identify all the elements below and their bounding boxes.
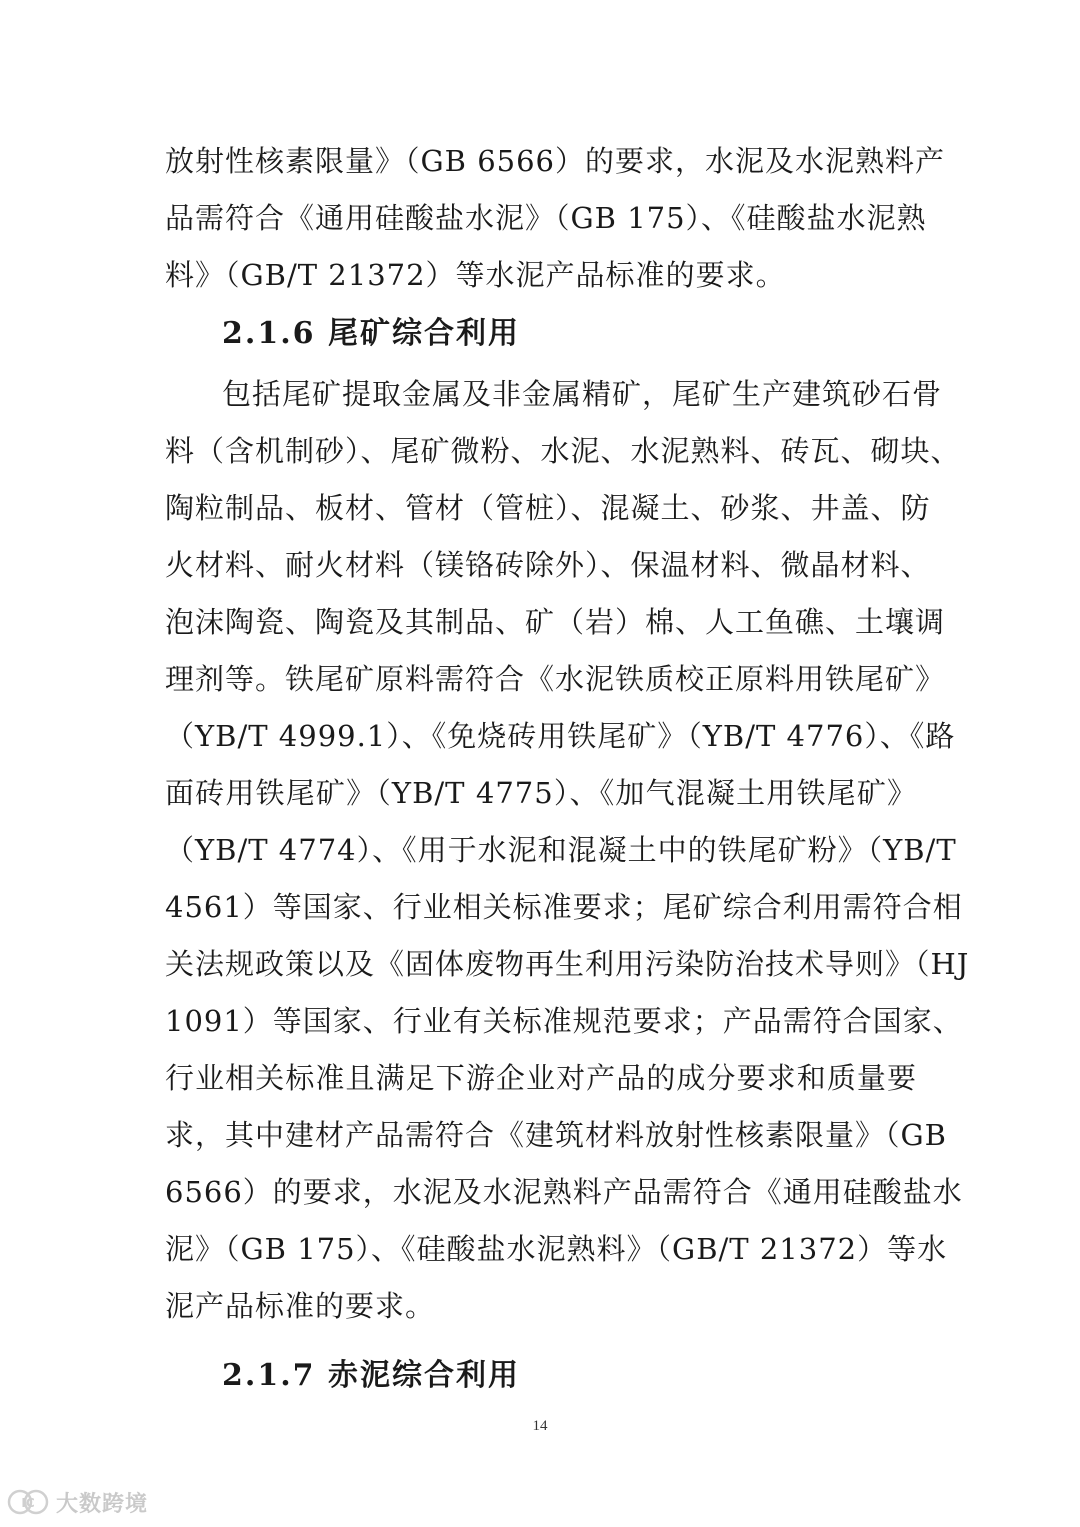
paragraph-line: 放射性核素限量》（GB 6566）的要求，水泥及水泥熟料产 [165,144,945,178]
watermark-logo-icon [6,1489,50,1515]
paragraph-line: 关法规政策以及《固体废物再生利用污染防治技术导则》（HJ [165,947,970,981]
paragraph-line: 泥产品标准的要求。 [165,1289,436,1323]
paragraph-line: 品需符合《通用硅酸盐水泥》（GB 175）、《硅酸盐水泥熟 [165,201,927,235]
section-heading-2-1-7: 2.1.7 赤泥综合利用 [222,1358,520,1393]
page-number: 14 [532,1418,548,1434]
paragraph-line: 泡沫陶瓷、陶瓷及其制品、矿（岩）棉、人工鱼礁、土壤调 [165,605,946,639]
paragraph-line: 求，其中建材产品需符合《建筑材料放射性核素限量》（GB [165,1118,947,1152]
paragraph-line: 4561）等国家、行业相关标准要求；尾矿综合利用需符合相 [165,890,963,924]
svg-text:IC: IC [21,1496,35,1510]
paragraph-line: 料（含机制砂）、尾矿微粉、水泥、水泥熟料、砖瓦、砌块、 [165,434,961,468]
paragraph-line: 料》（GB/T 21372）等水泥产品标准的要求。 [165,258,786,292]
paragraph-line: 包括尾矿提取金属及非金属精矿，尾矿生产建筑砂石骨 [222,377,943,411]
paragraph-line: 理剂等。铁尾矿原料需符合《水泥铁质校正原料用铁尾矿》 [165,662,946,696]
paragraph-line: 火材料、耐火材料（镁铬砖除外）、保温材料、微晶材料、 [165,548,931,582]
watermark-text: 大数跨境 [56,1491,149,1517]
section-heading-2-1-6: 2.1.6 尾矿综合利用 [222,316,520,351]
paragraph-line: （YB/T 4999.1）、《免烧砖用铁尾矿》（YB/T 4776）、《路 [165,719,956,753]
paragraph-line: 6566）的要求，水泥及水泥熟料产品需符合《通用硅酸盐水 [165,1175,963,1209]
paragraph-line: 行业相关标准且满足下游企业对产品的成分要求和质量要 [165,1061,917,1095]
paragraph-line: （YB/T 4774）、《用于水泥和混凝土中的铁尾矿粉》（YB/T [165,833,957,867]
paragraph-line: 1091）等国家、行业有关标准规范要求；产品需符合国家、 [165,1004,963,1038]
paragraph-line: 面砖用铁尾矿》（YB/T 4775）、《加气混凝土用铁尾矿》 [165,776,917,810]
watermark [6,1487,148,1517]
paragraph-line: 泥》（GB 175）、《硅酸盐水泥熟料》（GB/T 21372）等水 [165,1232,948,1266]
paragraph-line: 陶粒制品、板材、管材（管桩）、混凝土、砂浆、井盖、防 [165,491,931,525]
